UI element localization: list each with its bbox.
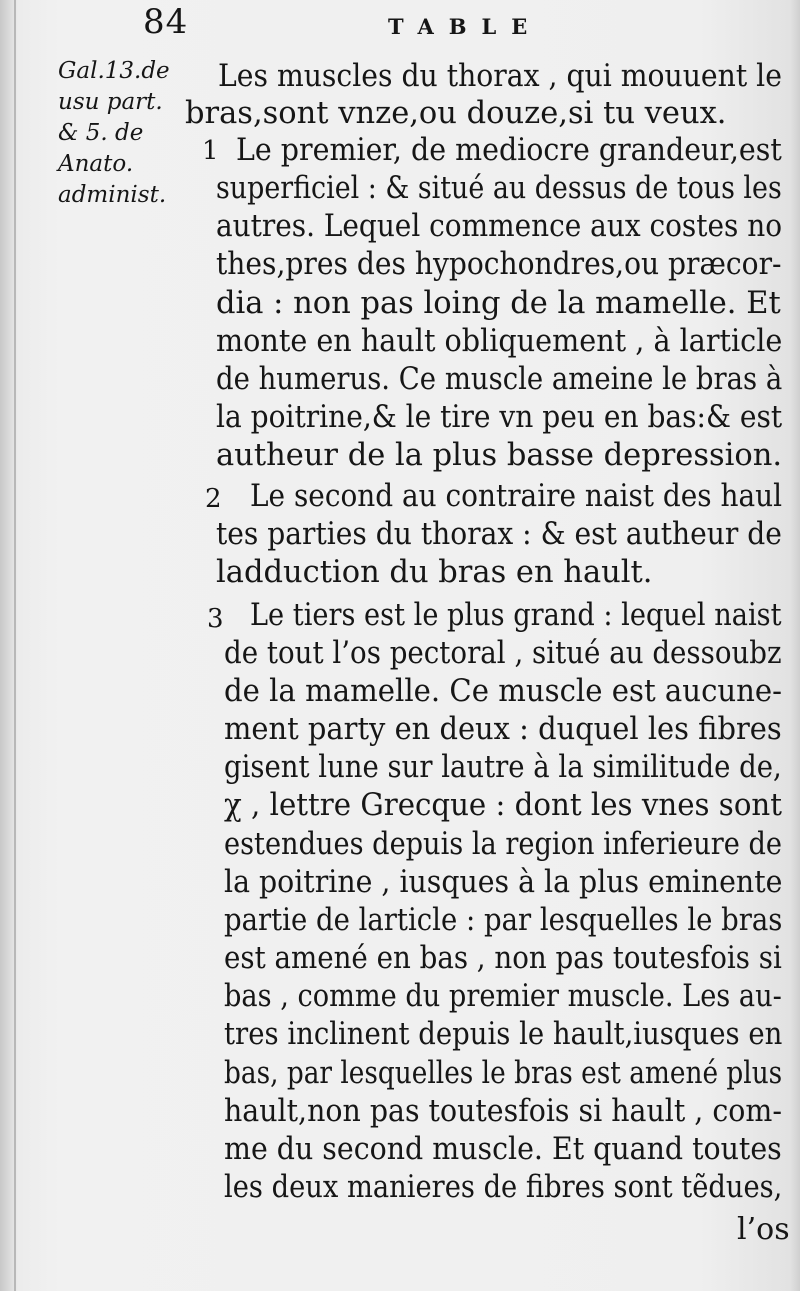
text-line: de tout l’os pectoral , situé au dessoubz [224, 636, 782, 671]
text-line: est amené en bas , non pas toutesfois si [224, 941, 782, 976]
text-line: bas , comme du premier muscle. Les au- [224, 979, 782, 1014]
text-line: ment party en deux : duquel les fibres [224, 712, 782, 747]
text-line: Les muscles du thorax , qui mouuent le [218, 59, 782, 94]
text-line: autheur de la plus basse depression. [216, 438, 783, 473]
text-line: la poitrine,& le tire vn peu en bas:& est [216, 400, 783, 435]
text-line: thes,pres des hypochondres,ou præcor- [216, 247, 782, 282]
section-number: 3 [207, 604, 224, 634]
text-line: superficiel : & situé au dessus de tous les [216, 171, 782, 206]
section-number: 2 [205, 484, 222, 514]
text-line: Le second au contraire naist des haul [250, 479, 783, 514]
text-line: dia : non pas loing de la mamelle. Et [216, 286, 781, 321]
text-line: Le premier, de mediocre grandeur,est [236, 133, 782, 168]
text-line: χ , lettre Grecque : dont les vnes sont [224, 788, 783, 823]
text-line: de la mamelle. Ce muscle est aucune- [224, 674, 783, 709]
text-line: partie de larticle : par lesquelles le bras [224, 903, 783, 938]
text-line: estendues depuis la region inferieure de [224, 827, 782, 862]
text-line: monte en hault obliquement , à larticle [216, 324, 783, 359]
section-number: 1 [202, 136, 219, 166]
text-line: tes parties du thorax : & est autheur de [216, 517, 782, 552]
margin-note: Gal.13.de usu part. & 5. de Anato. administ. [58, 58, 170, 208]
text-line: de humerus. Ce muscle ameine le bras à [216, 362, 783, 397]
text-line: hault,non pas toutesfois si hault , com- [224, 1094, 782, 1129]
text-line: autres. Lequel commence aux costes no [216, 209, 783, 244]
text-line: ladduction du bras en hault. [216, 555, 653, 590]
text-line: la poitrine , iusques à la plus eminente [224, 865, 783, 900]
running-head: TABLE [388, 14, 543, 39]
text-line: Le tiers est le plus grand : lequel naist [250, 598, 782, 633]
catchword: l’os [737, 1212, 790, 1247]
text-line: me du second muscle. Et quand toutes [224, 1132, 782, 1167]
text-line: tres inclinent depuis le hault,iusques en [224, 1017, 783, 1052]
text-line: bas, par lesquelles le bras est amené plus [224, 1056, 783, 1091]
text-line: gisent lune sur lautre à la similitude de, [224, 750, 782, 785]
text-line: les deux manieres de fibres sont tẽdues, [224, 1170, 783, 1205]
page-number: 84 [143, 2, 189, 42]
text-line: bras,sont vnze,ou douze,si tu veux. [185, 96, 727, 131]
